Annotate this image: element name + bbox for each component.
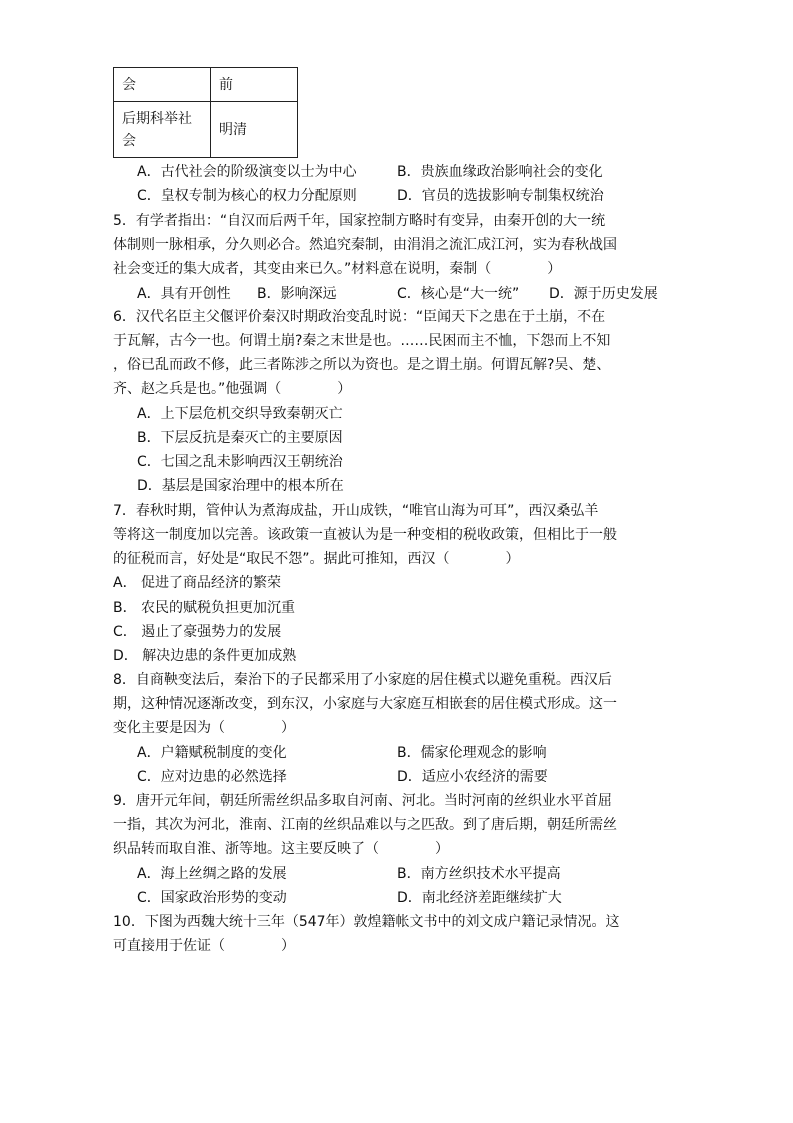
q5-option-b[interactable]: B．影响深远 — [257, 286, 337, 302]
q9-stem-line: 织品转而取自淮、浙等地。这主要反映了（ ） — [113, 841, 449, 857]
period-table — [113, 67, 298, 158]
q8-option-b[interactable]: B．儒家伦理观念的影响 — [397, 745, 547, 761]
q7-stem-line: 的征税而言，好处是“取民不怨”。据此可推知，西汉（ ） — [113, 551, 520, 567]
q4-option-row — [137, 186, 357, 206]
q4-option-b[interactable]: B．贵族血缘政治影响社会的变化 — [397, 164, 603, 180]
q5-option-d[interactable]: D．源于历史发展 — [549, 286, 658, 302]
q10-stem-line: 10．下图为西魏大统十三年（547年）敦煌籍帐文书中的刘文成户籍记录情况。这 — [113, 914, 620, 930]
q6-stem-line: 6．汉代名臣主父偃评价秦汉时期政治变乱时说：“臣闻天下之患在于土崩，不在 — [113, 309, 606, 325]
q5-stem-line: 社会变迁的集大成者，其变由来已久。”材料意在说明，秦制（ ） — [113, 261, 562, 277]
q10-stem-line: 可直接用于佐证（ ） — [113, 938, 295, 954]
q6-stem-line: ，俗已乱而政不修，此三者陈涉之所以为资也。是之谓土崩。何谓瓦解?吴、楚、 — [113, 357, 611, 373]
q4-option-a[interactable]: A．古代社会的阶级演变以士为中心 — [137, 164, 357, 180]
q7-option-d[interactable]: D． 解决边患的条件更加成熟 — [113, 648, 297, 664]
q4-option-row — [137, 162, 357, 182]
q9-option-a[interactable]: A．海上丝绸之路的发展 — [137, 866, 287, 882]
q6-option-b[interactable]: B．下层反抗是秦灭亡的主要原因 — [137, 430, 343, 446]
table-cell: 前 — [211, 68, 298, 102]
table-row — [114, 68, 298, 102]
table-cell: 明清 — [211, 102, 298, 158]
q8-stem-line: 期，这种情况逐渐改变，到东汉，小家庭与大家庭互相嵌套的居住模式形成。这一 — [113, 696, 617, 712]
q7-stem-line: 等将这一制度加以完善。该政策一直被认为是一种变相的税收政策，但相比于一般 — [113, 527, 617, 543]
q7-option-c[interactable]: C． 遏止了豪强势力的发展 — [113, 624, 282, 640]
q5-option-c[interactable]: C．核心是“大一统” — [397, 286, 520, 302]
q5-stem-line: 体制则一脉相承，分久则必合。然追究秦制，由涓涓之流汇成江河，实为春秋战国 — [113, 237, 617, 253]
q8-option-d[interactable]: D．适应小农经济的需要 — [397, 769, 548, 785]
q5-option-a[interactable]: A．具有开创性 — [137, 286, 231, 302]
q9-option-c[interactable]: C．国家政治形势的变动 — [137, 890, 287, 906]
q7-option-a[interactable]: A． 促进了商品经济的繁荣 — [113, 575, 282, 591]
q4-option-c[interactable]: C．皇权专制为核心的权力分配原则 — [137, 188, 357, 204]
q9-stem-line: 9．唐开元年间，朝廷所需丝织品多取自河南、河北。当时河南的丝织业水平首屈 — [113, 793, 612, 809]
q6-option-a[interactable]: A．上下层危机交织导致秦朝灭亡 — [137, 406, 343, 422]
table-cell: 会 — [114, 68, 211, 102]
q8-stem-line: 变化主要是因为（ ） — [113, 720, 295, 736]
q4-option-d[interactable]: D．官员的选拔影响专制集权统治 — [397, 188, 604, 204]
q7-option-b[interactable]: B． 农民的赋税负担更加沉重 — [113, 600, 296, 616]
q6-option-c[interactable]: C．七国之乱未影响西汉王朝统治 — [137, 454, 343, 470]
q8-stem-line: 8．自商鞅变法后，秦治下的子民都采用了小家庭的居住模式以避免重税。西汉后 — [113, 672, 612, 688]
q4-option-row — [397, 186, 604, 206]
q9-option-b[interactable]: B．南方丝织技术水平提高 — [397, 866, 561, 882]
table-row — [114, 102, 298, 158]
q8-option-a[interactable]: A．户籍赋税制度的变化 — [137, 745, 287, 761]
q8-option-c[interactable]: C．应对边患的必然选择 — [137, 769, 287, 785]
q6-option-d[interactable]: D．基层是国家治理中的根本所在 — [137, 478, 344, 494]
q4-option-row — [397, 162, 603, 182]
q7-stem-line: 7．春秋时期，管仲认为煮海成盐，开山成铁，“唯官山海为可耳”，西汉桑弘羊 — [113, 503, 599, 519]
q9-option-d[interactable]: D．南北经济差距继续扩大 — [397, 890, 562, 906]
q9-stem-line: 一指，其次为河北，淮南、江南的丝织品难以与之匹敌。到了唐后期，朝廷所需丝 — [113, 817, 617, 833]
table-cell: 后期科举社会 — [114, 102, 211, 158]
q6-stem-line: 齐、赵之兵是也。”他强调（ ） — [113, 381, 352, 397]
q6-stem-line: 于瓦解，古今一也。何谓土崩?秦之末世是也。……民困而主不恤，下怨而上不知 — [113, 333, 611, 349]
q5-stem-line: 5．有学者指出：“自汉而后两千年，国家控制方略时有变异，由秦开创的大一统 — [113, 213, 606, 229]
